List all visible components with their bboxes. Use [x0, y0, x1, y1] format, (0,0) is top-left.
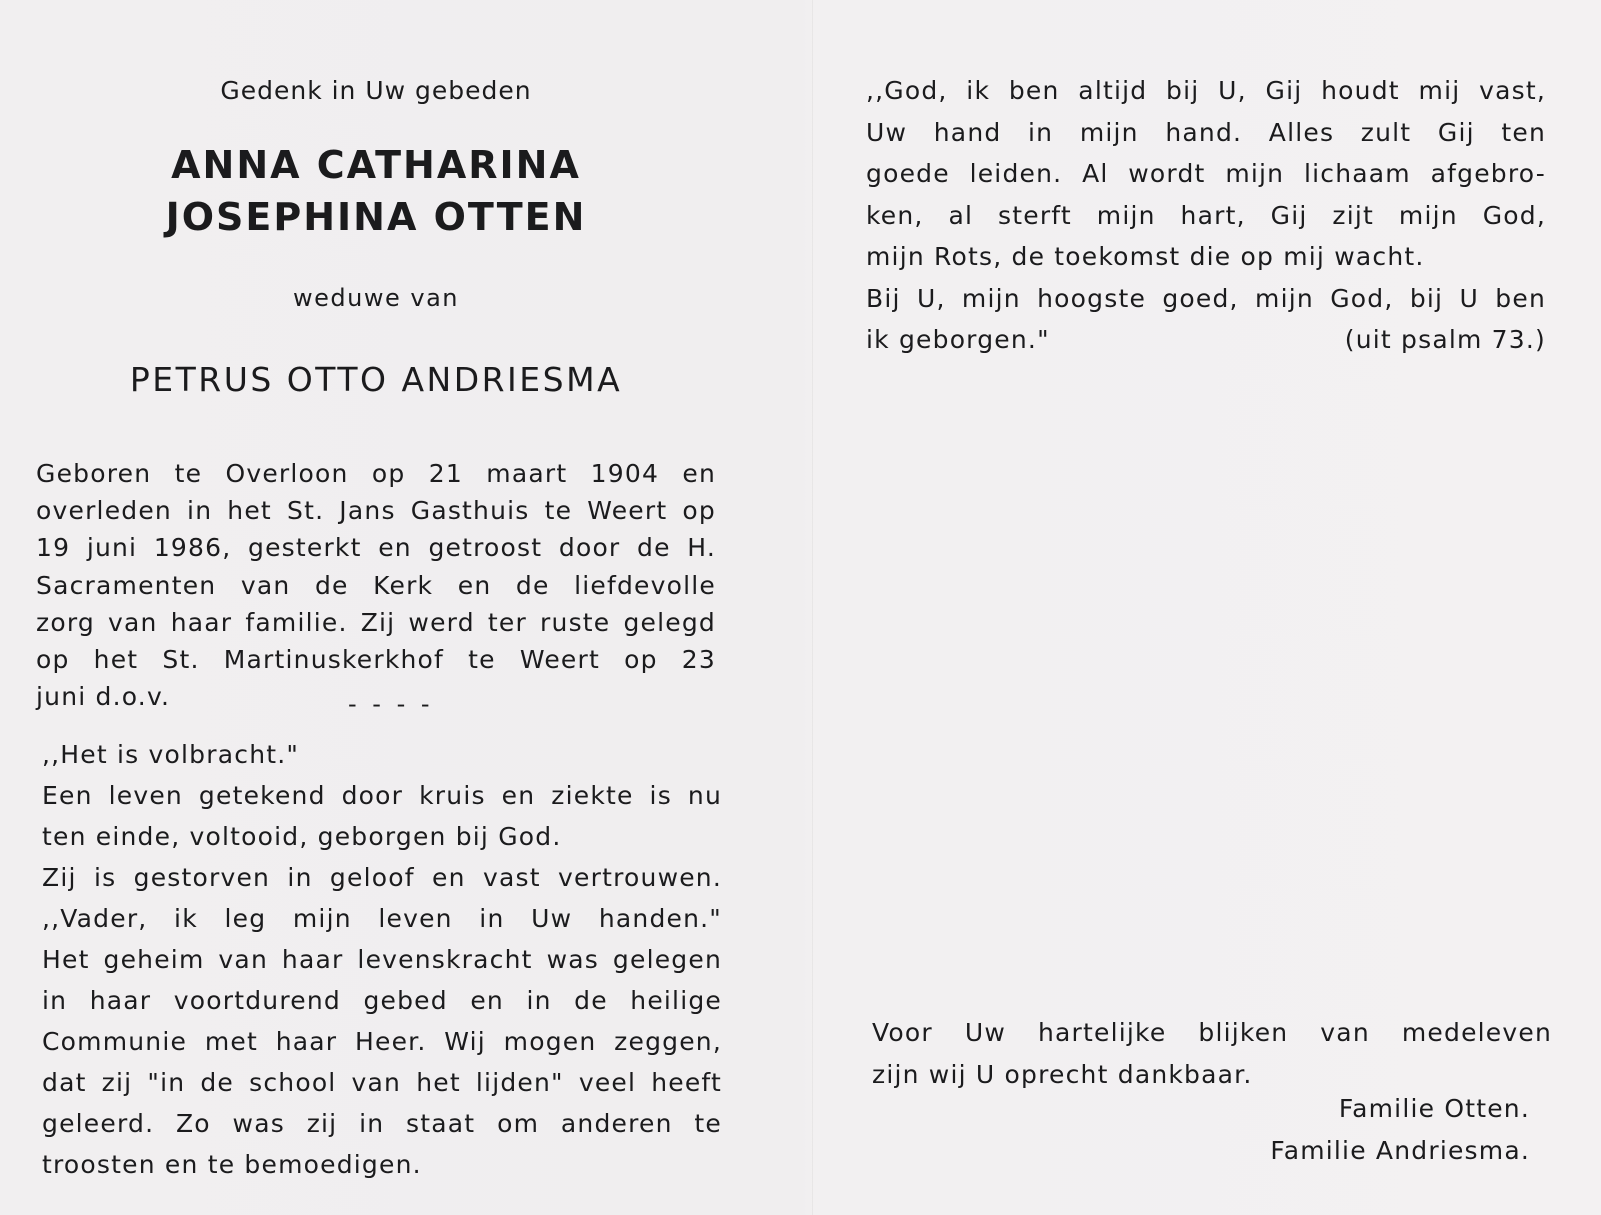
husband-name: PETRUS OTTO ANDRIESMA [129, 360, 623, 399]
psalm-quote [866, 70, 1546, 361]
psalm-line: mijn Rots, de toekomst die op mij wacht. [866, 242, 1425, 271]
deceased-name-line-1: ANNA CATHARINA [171, 143, 581, 187]
psalm-line: ,,God, ik ben altijd bij U, Gij houdt mij vast, [866, 76, 1546, 105]
tribute-line: troosten en te bemoedigen. [42, 1150, 422, 1179]
tribute-line: in haar voortdurend gebed en in de heilige [42, 986, 722, 1015]
psalm-citation: (uit psalm 73.) [1344, 325, 1546, 354]
psalm-last-row [866, 319, 1546, 361]
biography-line: op het St. Martinuskerkhof te Weert op 23 [36, 645, 716, 675]
tribute-line: dat zij "in de school van het lijden" veel heeft [42, 1068, 722, 1097]
tribute-line: Communie met haar Heer. Wij mogen zeggen, [42, 1027, 722, 1056]
psalm-line: Uw hand in mijn hand. Alles zult Gij ten [866, 117, 1546, 147]
thanks-text [872, 1012, 1552, 1096]
tribute-line: Zij is gestorven in geloof en vast vertrouwen. [42, 863, 722, 892]
thanks-line: zijn wij U oprecht dankbaar. [872, 1060, 1253, 1089]
tribute-line: ,,Vader, ik leg mijn leven in Uw handen." [42, 904, 722, 933]
psalm-line: Bij U, mijn hoogste goed, mijn God, bij U ben [866, 283, 1546, 313]
widow-label: weduwe van [293, 284, 459, 312]
tribute-line: Een leven getekend door kruis en ziekte is nu [42, 781, 722, 810]
signature-andriesma: Familie Andriesma. [1270, 1136, 1530, 1165]
biography-paragraph [36, 455, 716, 715]
psalm-line: ken, al sterft mijn hart, Gij zijt mijn God, [866, 200, 1546, 230]
intro-text: Gedenk in Uw gebeden [220, 76, 532, 105]
tribute-line: ten einde, voltooid, geborgen bij God. [42, 822, 562, 851]
psalm-line: goede leiden. Al wordt mijn lichaam afgebro- [866, 159, 1546, 188]
tribute-line: ,,Het is volbracht." [42, 740, 300, 769]
deceased-name-line-2: JOSEPHINA OTTEN [165, 195, 587, 239]
card-fold [812, 0, 813, 1215]
psalm-line: ik geborgen." [866, 325, 1050, 354]
thanks-line: Voor Uw hartelijke blijken van medeleven [872, 1018, 1552, 1047]
tribute-line: Het geheim van haar levenskracht was gelegen [42, 945, 722, 974]
biography-line: overleden in het St. Jans Gasthuis te Weert op [36, 496, 716, 526]
separator: - - - - [348, 690, 434, 718]
biography-line: zorg van haar familie. Zij werd ter ruste gelegd [36, 607, 716, 637]
biography-line: 19 juni 1986, gesterkt en getroost door de H. [36, 533, 716, 563]
biography-line: juni d.o.v. [36, 682, 171, 712]
tribute-line: geleerd. Zo was zij in staat om anderen te [42, 1109, 722, 1138]
biography-line: Sacramenten van de Kerk en de liefdevolle [36, 570, 716, 600]
tribute-text [42, 734, 722, 1185]
signature-otten: Familie Otten. [1338, 1094, 1530, 1123]
biography-line: Geboren te Overloon op 21 maart 1904 en [36, 459, 716, 488]
